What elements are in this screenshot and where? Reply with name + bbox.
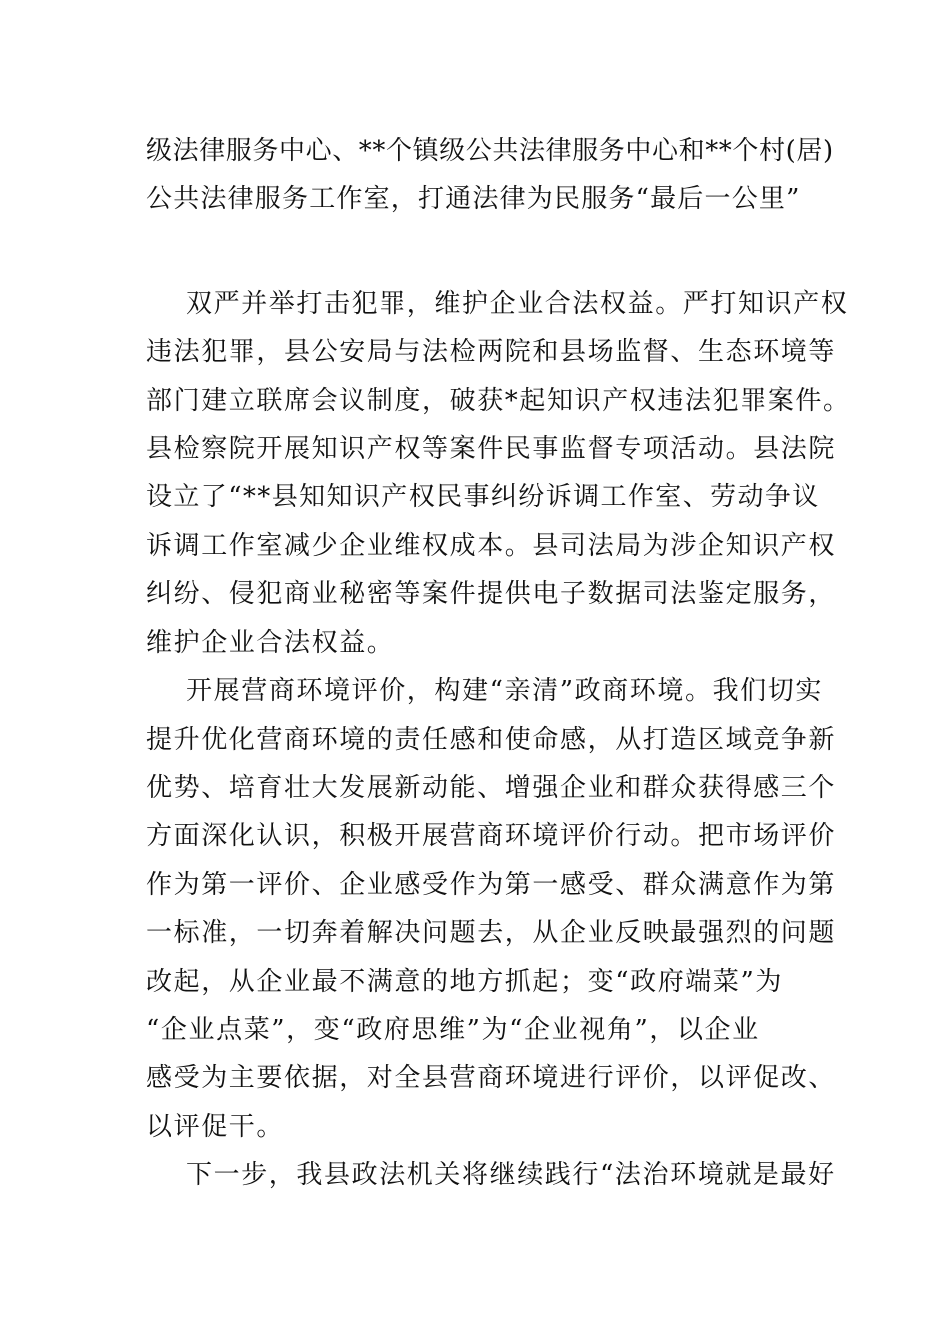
paragraph-3-line-2: 提升优化营商环境的责任感和使命感，从打造区域竞争新 xyxy=(146,725,837,755)
paragraph-3-line-3: 优势、培育壮大发展新动能、增强企业和群众获得感三个 xyxy=(146,773,837,803)
paragraph-3-line-6: 一标准，一切奔着解决问题去，从企业反映最强烈的问题 xyxy=(146,918,837,948)
paragraph-3-line-5: 作为第一评价、企业感受作为第一感受、群众满意作为第 xyxy=(146,870,837,900)
paragraph-3-line-4: 方面深化认识，积极开展营商环境评价行动。把市场评价 xyxy=(146,821,837,851)
paragraph-2-line-6: 诉调工作室减少企业维权成本。县司法局为涉企知识产权 xyxy=(146,531,837,561)
paragraph-3-line-10: 以评促干。 xyxy=(146,1112,285,1142)
paragraph-2-line-4: 县检察院开展知识产权等案件民事监督专项活动。县法院 xyxy=(146,434,837,464)
paragraph-2-line-2: 违法犯罪，县公安局与法检两院和县场监督、生态环境等 xyxy=(146,337,837,367)
paragraph-3-line-7: 改起，从企业最不满意的地方抓起；变“政府端菜”为 xyxy=(146,967,783,997)
paragraph-2-line-5: 设立了“**县知知识产权民事纠纷诉调工作室、劳动争议 xyxy=(146,482,820,512)
paragraph-2-line-3: 部门建立联席会议制度，破获*起知识产权违法犯罪案件。 xyxy=(146,386,851,416)
paragraph-1-line-1: 级法律服务中心、**个镇级公共法律服务中心和**个村(居) xyxy=(146,136,834,166)
paragraph-2-line-8: 维护企业合法权益。 xyxy=(146,628,395,658)
paragraph-2-line-1: 双严并举打击犯罪，维护企业合法权益。严打知识产权 xyxy=(186,289,849,319)
paragraph-3-line-8: “企业点菜”，变“政府思维”为“企业视角”，以企业 xyxy=(146,1015,760,1045)
paragraph-3-line-9: 感受为主要依据，对全县营商环境进行评价，以评促改、 xyxy=(146,1063,837,1093)
paragraph-3-line-1: 开展营商环境评价，构建“亲清”政商环境。我们切实 xyxy=(186,676,823,706)
paragraph-4-line-1: 下一步，我县政法机关将继续践行“法治环境就是最好 xyxy=(186,1160,836,1190)
paragraph-2-line-7: 纠纷、侵犯商业秘密等案件提供电子数据司法鉴定服务， xyxy=(146,579,837,609)
paragraph-1-line-2: 公共法律服务工作室，打通法律为民服务“最后一公里” xyxy=(146,184,801,214)
